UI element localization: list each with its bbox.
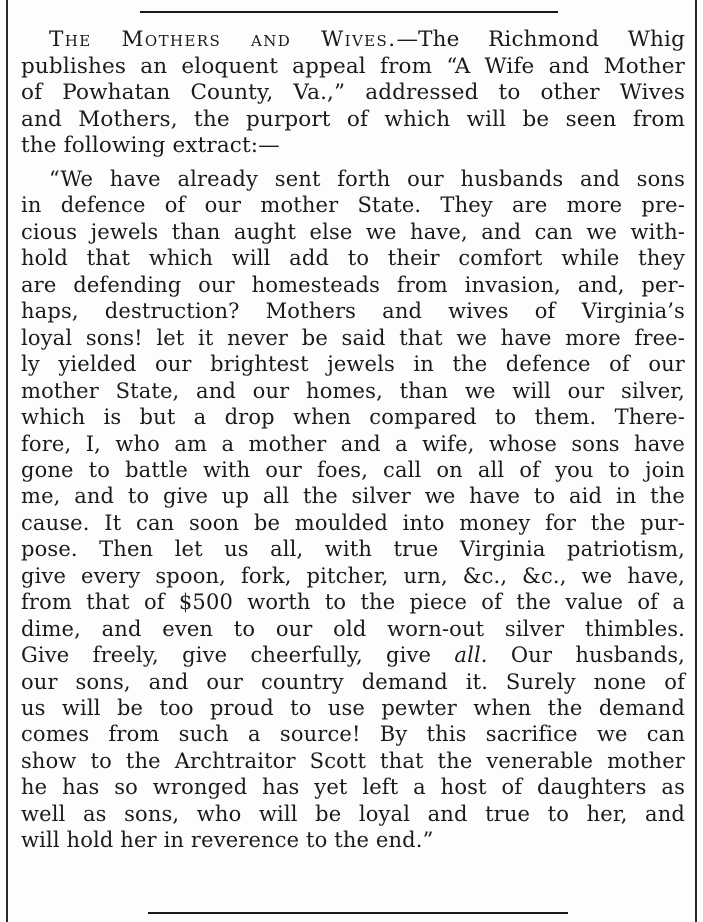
bottom-separator-rule [148,912,568,914]
intro-line: publishes an eloquent appeal from “A Wife and Mother [21,53,685,79]
top-separator-rule [140,11,558,13]
quote-line: cious jewels than aught else we have, and can we with- [21,219,685,244]
quote-line: pose. Then let us all, with true Virginia patriotism, [21,537,685,562]
quote-line: dime, and even to our old worn-out silver thimbles. [21,616,685,641]
emphasis-word: all. [454,643,488,668]
quote-line [21,642,685,668]
quote-line: mother State, and our homes, than we will our silver, [21,378,685,403]
quote-line: which is but a drop when compared to them. There- [21,405,685,430]
quote-line: are defending our homesteads from invasion, and, per- [21,272,685,297]
quote-line: from that of $500 worth to the piece of the value of a [21,590,685,615]
quote-line: “We have already sent forth our husbands and sons [49,166,685,191]
intro-line: of Powhatan County, Va.,” addressed to other Wives [21,80,685,106]
intro-line: and Mothers, the purport of which will be seen from [21,106,685,132]
quote-line: well as sons, who will be loyal and true to her, and [21,801,685,826]
quote-line: hold that which will add to their comfort while they [21,246,685,271]
quote-line: show to the Archtraitor Scott that the venerable mother [21,748,685,773]
quoted-appeal [21,166,685,854]
quote-line: fore, I, who am a mother and a wife, whose sons have [21,431,685,456]
article [21,27,685,854]
quote-line: us will be too proud to use pewter when the demand [21,696,685,721]
quote-line-text: Give freely, give cheerfully, give [21,643,455,668]
intro-paragraph [21,27,685,160]
quote-line: gone to battle with our foes, call on all of you to join [21,457,685,482]
quote-line: ly yielded our brightest jewels in the defence of our [21,352,685,377]
quote-line: haps, destruction? Mothers and wives of Virginia’s [21,299,685,324]
article-headline: The Mothers and Wives. [49,27,397,52]
quote-line: cause. It can soon be moulded into money for the pur- [21,510,685,535]
quote-line: me, and to give up all the silver we have to aid in the [21,484,685,509]
intro-line-text: —The Richmond Whig [396,27,685,52]
quote-line: in defence of our mother State. They are more pre- [21,193,685,218]
quote-line: our sons, and our country demand it. Surely none of [21,669,685,694]
column-rule-left [6,0,8,922]
quote-line: comes from such a source! By this sacrifice we can [21,722,685,747]
quote-line-text: Our husbands, [487,643,685,668]
column-rule-right [695,0,697,922]
quote-line: give every spoon, fork, pitcher, urn, &c., &c., we have, [21,563,685,588]
quote-line: loyal sons! let it never be said that we have more free- [21,325,685,350]
intro-line [21,27,685,54]
quote-line: will hold her in reverence to the end.” [21,828,434,853]
quote-line: he has so wronged has yet left a host of daughters as [21,775,685,800]
intro-line: the following extract:— [21,133,280,159]
